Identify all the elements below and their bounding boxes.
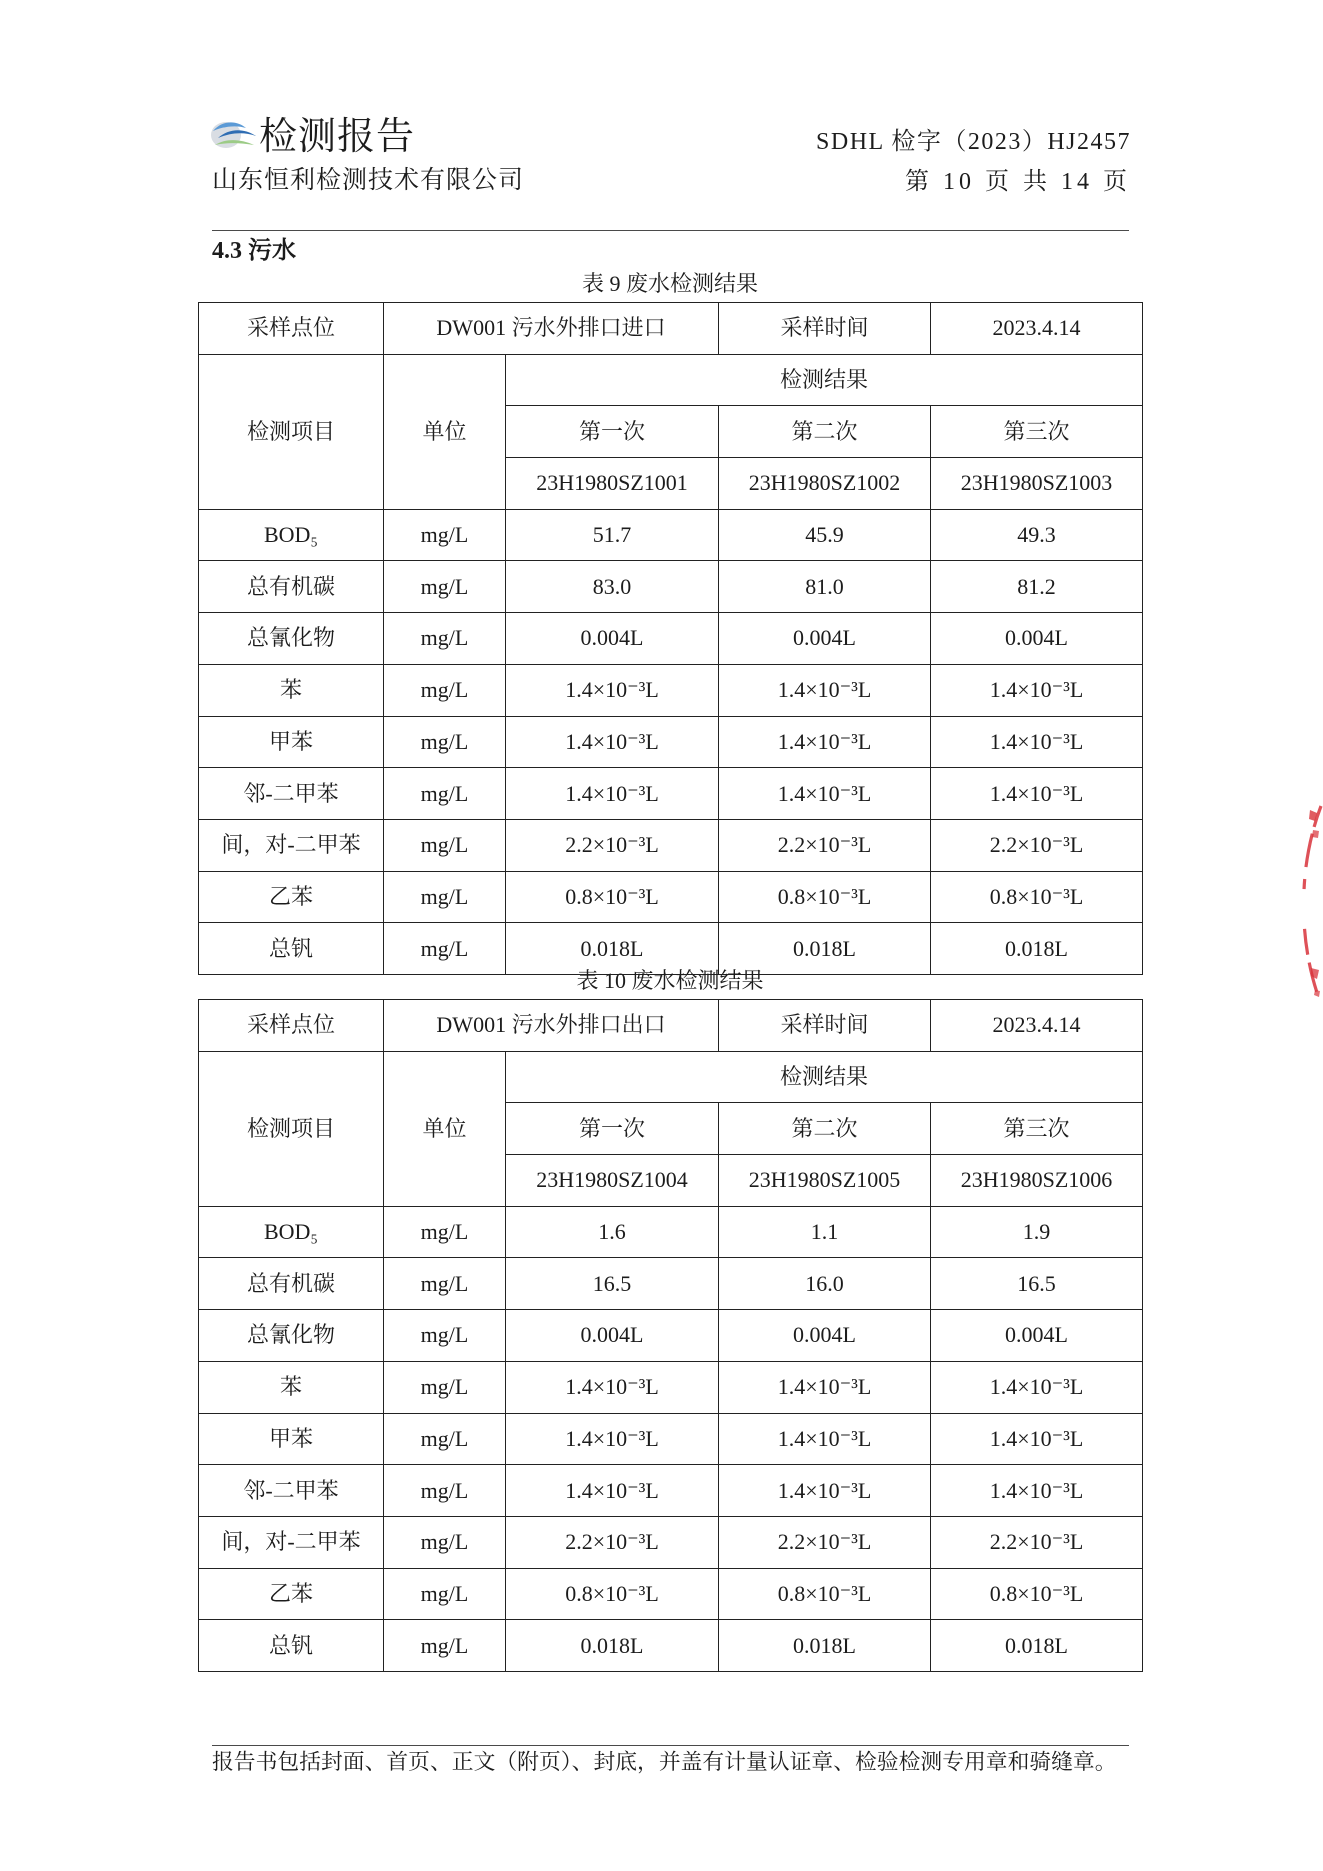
footer-divider	[212, 1745, 1129, 1746]
sampling-time-label: 采样时间	[719, 1000, 931, 1052]
result-run-3: 1.4×10⁻³L	[931, 1361, 1143, 1413]
item-unit: mg/L	[384, 1206, 506, 1258]
item-name: 甲苯	[199, 716, 384, 768]
item-name: 总有机碳	[199, 561, 384, 613]
section-title: 4.3 污水	[212, 238, 296, 264]
item-name: 苯	[199, 664, 384, 716]
header-row	[199, 354, 1143, 406]
item-name: 总氰化物	[199, 613, 384, 665]
sampling-info-row	[199, 303, 1143, 355]
result-run-2: 1.4×10⁻³L	[719, 664, 931, 716]
table-row	[199, 1413, 1143, 1465]
result-run-2: 81.0	[719, 561, 931, 613]
result-run-1: 2.2×10⁻³L	[506, 819, 719, 871]
header-divider	[212, 230, 1129, 231]
item-name: 总钒	[199, 1620, 384, 1672]
result-run-1: 1.4×10⁻³L	[506, 716, 719, 768]
table-row	[199, 1310, 1143, 1362]
run-1-header: 第一次	[506, 406, 719, 458]
item-unit: mg/L	[384, 768, 506, 820]
table-row	[199, 561, 1143, 613]
run-3-header: 第三次	[931, 406, 1143, 458]
result-run-1: 0.8×10⁻³L	[506, 1568, 719, 1620]
table-row	[199, 768, 1143, 820]
item-unit: mg/L	[384, 1516, 506, 1568]
sampling-point-label: 采样点位	[199, 1000, 384, 1052]
result-run-3: 1.9	[931, 1206, 1143, 1258]
result-run-2: 45.9	[719, 509, 931, 561]
result-run-3: 0.004L	[931, 1310, 1143, 1362]
result-run-3: 1.4×10⁻³L	[931, 768, 1143, 820]
result-run-2: 2.2×10⁻³L	[719, 1516, 931, 1568]
company-name: 山东恒利检测技术有限公司	[212, 167, 525, 194]
result-run-3: 1.4×10⁻³L	[931, 1413, 1143, 1465]
result-run-1: 1.4×10⁻³L	[506, 1465, 719, 1517]
table-row	[199, 509, 1143, 561]
item-name: 苯	[199, 1361, 384, 1413]
result-run-3: 81.2	[931, 561, 1143, 613]
table-row	[199, 1361, 1143, 1413]
item-name: 甲苯	[199, 1413, 384, 1465]
result-run-1: 1.6	[506, 1206, 719, 1258]
result-run-2: 1.4×10⁻³L	[719, 1361, 931, 1413]
result-run-1: 1.4×10⁻³L	[506, 1413, 719, 1465]
item-name: 间，对-二甲苯	[199, 819, 384, 871]
item-unit: mg/L	[384, 664, 506, 716]
item-unit: mg/L	[384, 1465, 506, 1517]
item-name: 乙苯	[199, 871, 384, 923]
run-1-header: 第一次	[506, 1103, 719, 1155]
result-run-3: 0.8×10⁻³L	[931, 871, 1143, 923]
item-header: 检测项目	[199, 354, 384, 509]
result-run-3: 0.8×10⁻³L	[931, 1568, 1143, 1620]
result-run-1: 1.4×10⁻³L	[506, 1361, 719, 1413]
result-run-1: 16.5	[506, 1258, 719, 1310]
result-run-2: 0.004L	[719, 1310, 931, 1362]
result-run-1: 0.018L	[506, 1620, 719, 1672]
result-run-3: 1.4×10⁻³L	[931, 1465, 1143, 1517]
sampling-point-value: DW001 污水外排口进口	[384, 303, 719, 355]
result-run-2: 0.004L	[719, 613, 931, 665]
result-run-1: 1.4×10⁻³L	[506, 768, 719, 820]
result-run-1: 0.018L	[506, 923, 719, 975]
result-run-1: 0.004L	[506, 1310, 719, 1362]
sampling-time-value: 2023.4.14	[931, 1000, 1143, 1052]
result-run-2: 0.018L	[719, 1620, 931, 1672]
report-number: SDHL 检字（2023）HJ2457	[816, 129, 1131, 155]
item-name: BOD₅	[199, 509, 384, 561]
item-unit: mg/L	[384, 923, 506, 975]
result-run-3: 2.2×10⁻³L	[931, 1516, 1143, 1568]
item-unit: mg/L	[384, 1620, 506, 1672]
item-unit: mg/L	[384, 716, 506, 768]
result-run-3: 49.3	[931, 509, 1143, 561]
item-name: 乙苯	[199, 1568, 384, 1620]
seal-stamp-partial-icon	[1296, 800, 1323, 1010]
result-run-3: 1.4×10⁻³L	[931, 664, 1143, 716]
result-run-2: 1.4×10⁻³L	[719, 768, 931, 820]
result-run-2: 0.8×10⁻³L	[719, 871, 931, 923]
item-name: 邻-二甲苯	[199, 768, 384, 820]
sample-id-1: 23H1980SZ1004	[506, 1155, 719, 1207]
sample-id-3: 23H1980SZ1003	[931, 458, 1143, 510]
result-run-2: 1.1	[719, 1206, 931, 1258]
result-run-2: 1.4×10⁻³L	[719, 1465, 931, 1517]
unit-header: 单位	[384, 1051, 506, 1206]
header-row	[199, 1051, 1143, 1103]
result-table-9	[198, 302, 1143, 975]
result-run-3: 0.018L	[931, 923, 1143, 975]
result-run-3: 2.2×10⁻³L	[931, 819, 1143, 871]
item-name: 总钒	[199, 923, 384, 975]
result-run-2: 16.0	[719, 1258, 931, 1310]
table-row	[199, 664, 1143, 716]
table-caption: 表 10 废水检测结果	[576, 968, 764, 993]
page-number: 第 10 页 共 14 页	[905, 169, 1131, 195]
item-header: 检测项目	[199, 1051, 384, 1206]
item-unit: mg/L	[384, 1310, 506, 1362]
result-table-10	[198, 999, 1143, 1672]
result-run-1: 51.7	[506, 509, 719, 561]
sample-id-2: 23H1980SZ1002	[719, 458, 931, 510]
result-run-3: 0.018L	[931, 1620, 1143, 1672]
item-unit: mg/L	[384, 819, 506, 871]
result-run-1: 2.2×10⁻³L	[506, 1516, 719, 1568]
table-row	[199, 1258, 1143, 1310]
item-unit: mg/L	[384, 1361, 506, 1413]
table-row	[199, 1516, 1143, 1568]
table-row	[199, 1465, 1143, 1517]
result-run-3: 1.4×10⁻³L	[931, 716, 1143, 768]
document-title: 检测报告	[259, 116, 416, 158]
sampling-point-value: DW001 污水外排口出口	[384, 1000, 719, 1052]
table-row	[199, 871, 1143, 923]
item-unit: mg/L	[384, 1413, 506, 1465]
result-run-3: 0.004L	[931, 613, 1143, 665]
item-unit: mg/L	[384, 1258, 506, 1310]
sample-id-3: 23H1980SZ1006	[931, 1155, 1143, 1207]
sampling-point-label: 采样点位	[199, 303, 384, 355]
table-row	[199, 1620, 1143, 1672]
table-row	[199, 716, 1143, 768]
item-name: 总有机碳	[199, 1258, 384, 1310]
item-unit: mg/L	[384, 871, 506, 923]
item-name: 邻-二甲苯	[199, 1465, 384, 1517]
item-unit: mg/L	[384, 1568, 506, 1620]
table-caption: 表 9 废水检测结果	[581, 271, 758, 296]
result-run-2: 1.4×10⁻³L	[719, 1413, 931, 1465]
item-unit: mg/L	[384, 561, 506, 613]
item-unit: mg/L	[384, 613, 506, 665]
company-logo-icon	[210, 117, 258, 152]
table-row	[199, 819, 1143, 871]
run-2-header: 第二次	[719, 406, 931, 458]
result-run-1: 1.4×10⁻³L	[506, 664, 719, 716]
result-run-1: 0.8×10⁻³L	[506, 871, 719, 923]
sampling-info-row	[199, 1000, 1143, 1052]
item-name: 间，对-二甲苯	[199, 1516, 384, 1568]
sample-id-2: 23H1980SZ1005	[719, 1155, 931, 1207]
sampling-time-value: 2023.4.14	[931, 303, 1143, 355]
results-header: 检测结果	[506, 354, 1143, 406]
result-run-2: 2.2×10⁻³L	[719, 819, 931, 871]
result-run-2: 1.4×10⁻³L	[719, 716, 931, 768]
result-run-3: 16.5	[931, 1258, 1143, 1310]
item-unit: mg/L	[384, 509, 506, 561]
result-run-1: 0.004L	[506, 613, 719, 665]
results-header: 检测结果	[506, 1051, 1143, 1103]
result-run-1: 83.0	[506, 561, 719, 613]
table-row	[199, 1206, 1143, 1258]
run-3-header: 第三次	[931, 1103, 1143, 1155]
unit-header: 单位	[384, 354, 506, 509]
table-row	[199, 1568, 1143, 1620]
item-name: 总氰化物	[199, 1310, 384, 1362]
run-2-header: 第二次	[719, 1103, 931, 1155]
table-row	[199, 613, 1143, 665]
result-run-2: 0.018L	[719, 923, 931, 975]
footer-note: 报告书包括封面、首页、正文（附页）、封底，并盖有计量认证章、检验检测专用章和骑缝章。	[212, 1750, 1117, 1774]
sample-id-1: 23H1980SZ1001	[506, 458, 719, 510]
result-run-2: 0.8×10⁻³L	[719, 1568, 931, 1620]
sampling-time-label: 采样时间	[719, 303, 931, 355]
item-name: BOD₅	[199, 1206, 384, 1258]
